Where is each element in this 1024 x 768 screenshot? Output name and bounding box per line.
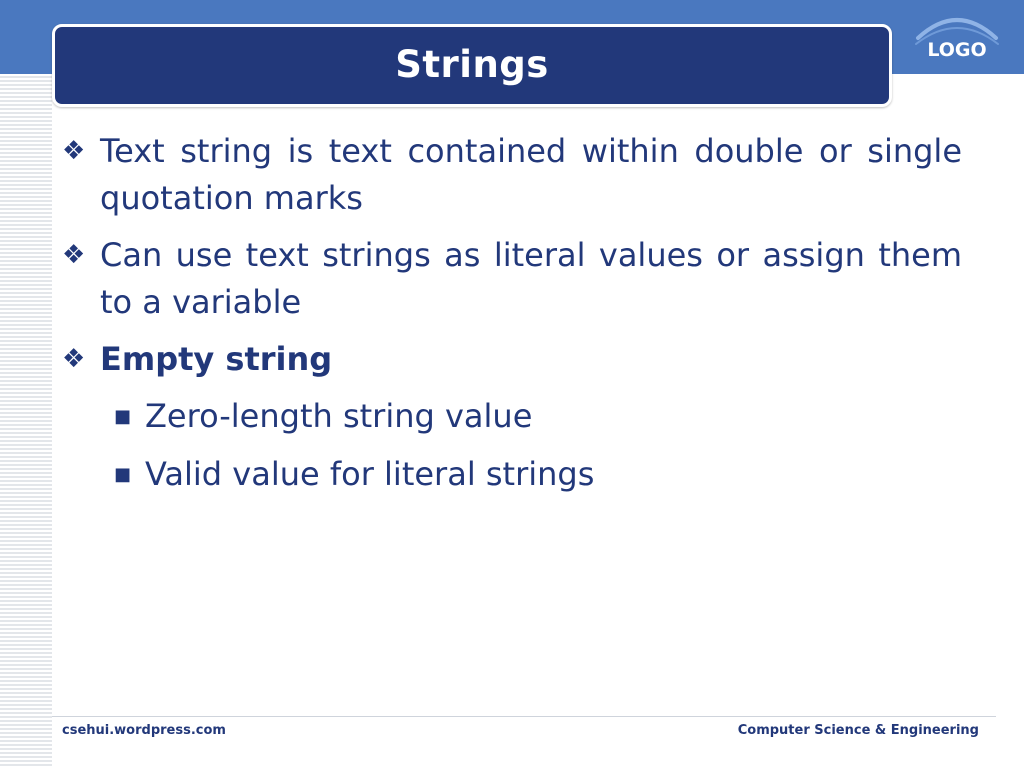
diamond-bullet-icon: ❖ — [62, 136, 86, 166]
bullet-item — [62, 128, 962, 222]
sub-bullet-item — [62, 393, 962, 440]
logo — [912, 8, 1002, 70]
footer-website: csehui.wordpress.com — [62, 723, 226, 738]
bullet-text: Text string is text contained within double or single quotation marks — [100, 132, 962, 217]
footer-divider — [52, 716, 996, 717]
slide-content — [62, 128, 962, 509]
bullet-text: Empty string — [100, 340, 333, 378]
bullet-item — [62, 232, 962, 326]
sub-bullet-text: Zero-length string value — [145, 397, 533, 435]
square-bullet-icon: ■ — [114, 464, 132, 485]
slide-title: Strings — [395, 43, 549, 86]
diamond-bullet-icon: ❖ — [62, 344, 86, 374]
bullet-item — [62, 336, 962, 383]
sub-bullet-item — [62, 451, 962, 498]
square-bullet-icon: ■ — [114, 406, 132, 427]
logo-text: LOGO — [927, 39, 987, 61]
bullet-text: Can use text strings as literal values or assign them to a variable — [100, 236, 962, 321]
diamond-bullet-icon: ❖ — [62, 240, 86, 270]
title-box — [52, 24, 892, 107]
sub-bullet-text: Valid value for literal strings — [145, 455, 595, 493]
left-stripe-decoration — [0, 74, 52, 768]
footer-department: Computer Science & Engineering — [737, 723, 979, 738]
